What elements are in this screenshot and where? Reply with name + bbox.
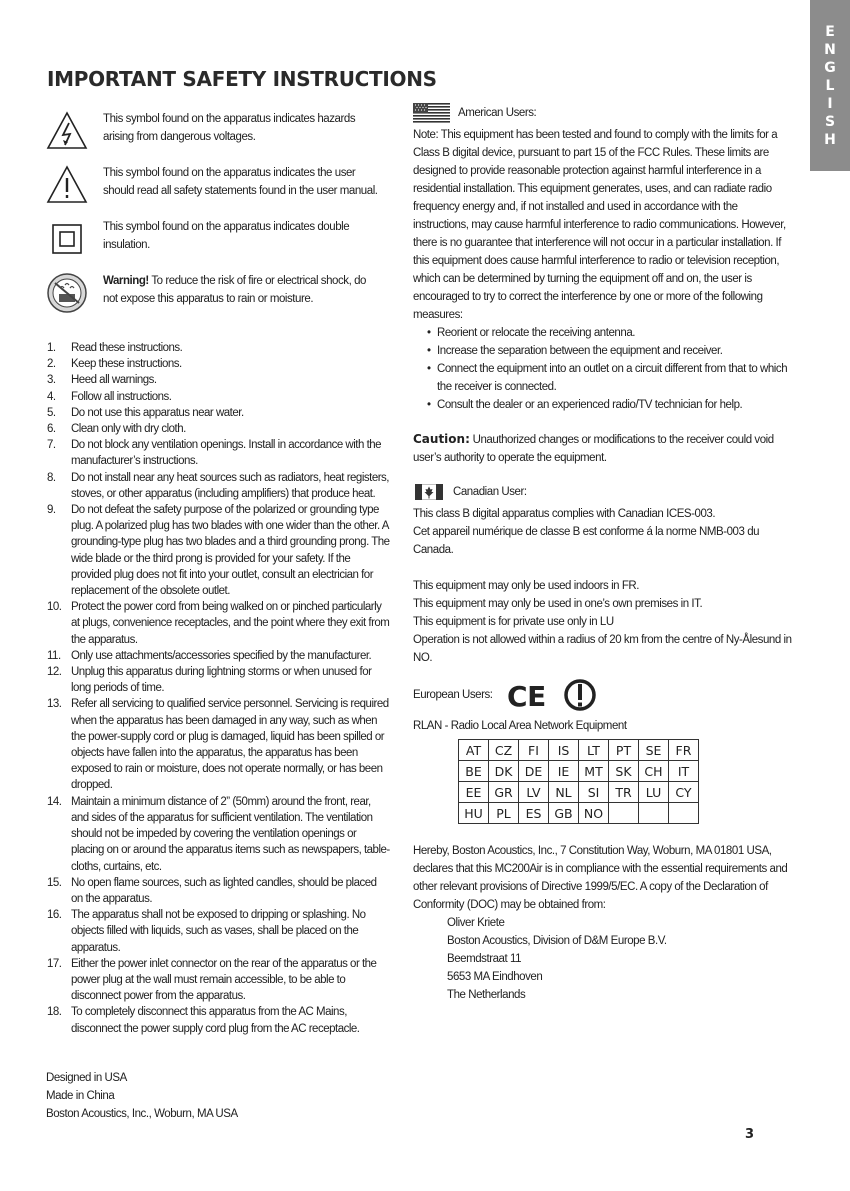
- item-text: Refer all servicing to qualified service personnel. Servicing is required when the apparatus has been damaged in any way, such as when the power-supply cord or plug is damaged, liquid has been spilled or objects have fallen into the apparatus, the apparatus has been exposed to rain or moisture, does not operate normally, or has been dropped.: [71, 698, 389, 792]
- restriction-line: This equipment may only be used in one’s own premises in IT.: [413, 598, 703, 610]
- table-cell: NO: [579, 803, 609, 824]
- list-item: [46, 470, 391, 502]
- list-item: [46, 664, 391, 696]
- list-item: [46, 421, 391, 437]
- ce-mark-icon: [507, 680, 553, 710]
- canadian-user-label: Canadian User:: [453, 486, 527, 498]
- warning-row: [46, 272, 391, 326]
- table-cell: IE: [549, 761, 579, 782]
- list-item: [46, 356, 391, 372]
- item-number: 8.: [47, 471, 56, 484]
- us-flag-icon: [413, 103, 450, 123]
- table-cell: DK: [489, 761, 519, 782]
- footer: [46, 1069, 238, 1123]
- restriction-line: This equipment is for private use only in LU: [413, 616, 614, 628]
- tab-letter: I: [827, 95, 833, 112]
- restriction-line: This equipment may only be used indoors in FR.: [413, 580, 640, 592]
- item-number: 15.: [47, 876, 62, 889]
- country-code-table: [458, 739, 699, 824]
- country-restrictions: [413, 577, 793, 667]
- table-cell: ES: [519, 803, 549, 824]
- lightning-triangle-icon: [46, 110, 88, 152]
- item-number: 11.: [47, 649, 61, 662]
- list-item: [46, 1004, 391, 1036]
- table-cell: GR: [489, 782, 519, 803]
- right-column: [413, 100, 793, 1004]
- item-text: Do not install near any heat sources such as radiators, heat registers, stoves, or other apparatus (including amplifiers) that produce heat.: [71, 471, 389, 500]
- table-cell: LT: [579, 740, 609, 761]
- list-item: [46, 405, 391, 421]
- item-number: 7.: [47, 439, 56, 452]
- european-users-label: European Users:: [413, 689, 493, 701]
- list-item: [46, 340, 391, 356]
- table-row: [459, 803, 699, 824]
- table-cell: DE: [519, 761, 549, 782]
- table-cell: FR: [669, 740, 699, 761]
- table-cell: NL: [549, 782, 579, 803]
- warning-message: To reduce the risk of fire or electrical shock, do not expose this apparatus to rain or moisture.: [103, 275, 366, 305]
- address-line: Boston Acoustics, Division of D&M Europe B.V.: [447, 935, 667, 947]
- item-number: 10.: [47, 601, 62, 614]
- exclamation-triangle-icon: [46, 164, 88, 206]
- list-item: [46, 696, 391, 793]
- american-users-label: American Users:: [458, 107, 537, 119]
- item-text: Do not defeat the safety purpose of the polarized or grounding type plug. A polarized plug has two blades with one wider than the other. A grounding-type plug has two blades and a third grounding prong. The wide blade or the third prong is provided for your safety. If the provided plug does not fit into your outlet, consult an electrician for replacement of the obsolete outlet.: [71, 504, 390, 598]
- table-cell: MT: [579, 761, 609, 782]
- table-cell: LU: [639, 782, 669, 803]
- list-item: • Increase the separation between the equipment and receiver.: [427, 342, 793, 360]
- double-insulation-icon: [46, 218, 88, 260]
- list-item: • Connect the equipment into an outlet on a circuit different from that to which the receiver is connected.: [427, 360, 793, 396]
- left-column: [46, 110, 391, 1037]
- address-line: 5653 MA Eindhoven: [447, 971, 543, 983]
- item-text: Protect the power cord from being walked on or pinched particularly at plugs, convenience receptacles, and the point where they exit from the apparatus.: [71, 601, 390, 646]
- address-line: The Netherlands: [447, 989, 526, 1001]
- footer-line: Made in China: [46, 1090, 115, 1102]
- safety-instructions-list: [46, 340, 391, 1037]
- table-cell: [669, 803, 699, 824]
- symbol-description: This symbol found on the apparatus indicates hazards arising from dangerous voltages.: [103, 113, 356, 143]
- table-row: [459, 740, 699, 761]
- symbol-row: [46, 110, 391, 164]
- canadian-user-heading: [413, 479, 793, 505]
- item-number: 13.: [47, 698, 62, 711]
- page-title: IMPORTANT SAFETY INSTRUCTIONS: [47, 67, 437, 91]
- item-text: Clean only with dry cloth.: [71, 423, 186, 436]
- list-item: [46, 794, 391, 875]
- canadian-compliance-en: This class B digital apparatus complies with Canadian ICES-003.: [413, 508, 716, 520]
- alert-class-icon: [563, 678, 597, 712]
- caution-text: Unauthorized changes or modifications to the receiver could void user’s authority to operate the equipment.: [413, 434, 774, 464]
- symbol-description: This symbol found on the apparatus indicates the user should read all safety statements found in the user manual.: [103, 167, 378, 197]
- table-cell: GB: [549, 803, 579, 824]
- table-cell: CY: [669, 782, 699, 803]
- table-cell: CH: [639, 761, 669, 782]
- item-number: 6.: [47, 423, 56, 436]
- item-text: Maintain a minimum distance of 2” (50mm) around the front, rear, and sides of the apparatus for sufficient ventilation. The ventilation should not be impeded by covering the ventilation openings or placing on or around the apparatus items such as newspapers, table-cloths, curtains, etc.: [71, 795, 390, 873]
- canadian-compliance-fr: Cet appareil numérique de classe B est conforme á la norme NMB-003 du Canada.: [413, 526, 760, 556]
- no-water-icon: [46, 272, 88, 314]
- list-item: [46, 875, 391, 907]
- table-cell: EE: [459, 782, 489, 803]
- item-number: 2.: [47, 358, 56, 371]
- tab-letter: L: [825, 77, 835, 94]
- list-item: [46, 956, 391, 1005]
- item-number: 16.: [47, 909, 62, 922]
- item-text: Read these instructions.: [71, 342, 183, 354]
- european-users-row: [413, 677, 793, 713]
- tab-letter: H: [824, 131, 836, 148]
- table-cell: PL: [489, 803, 519, 824]
- table-cell: LV: [519, 782, 549, 803]
- interference-measures-list: [413, 324, 793, 414]
- footer-line: Boston Acoustics, Inc., Woburn, MA USA: [46, 1108, 238, 1120]
- list-item: [46, 648, 391, 664]
- table-cell: TR: [609, 782, 639, 803]
- item-text: Follow all instructions.: [71, 390, 172, 403]
- table-row: [459, 761, 699, 782]
- list-item: [46, 599, 391, 648]
- table-cell: BE: [459, 761, 489, 782]
- table-row: [459, 782, 699, 803]
- list-item: [46, 372, 391, 388]
- item-number: 1.: [47, 342, 56, 354]
- item-text: Heed all warnings.: [71, 374, 157, 387]
- table-cell: SE: [639, 740, 669, 761]
- rlan-heading: RLAN - Radio Local Area Network Equipment: [413, 720, 627, 732]
- warning-text: [103, 272, 383, 308]
- list-item: [46, 437, 391, 469]
- american-users-heading: [413, 100, 793, 126]
- item-number: 9.: [47, 504, 56, 517]
- contact-address: [413, 914, 793, 1004]
- caution-paragraph: [413, 430, 793, 467]
- tab-letter: N: [824, 41, 836, 58]
- item-number: 17.: [47, 957, 62, 970]
- item-text: Do not block any ventilation openings. Install in accordance with the manufacturer’s instructions.: [71, 439, 382, 468]
- list-item: • Consult the dealer or an experienced radio/TV technician for help.: [427, 396, 793, 414]
- fcc-note: Note: This equipment has been tested and found to comply with the limits for a Class B digital device, pursuant to part 15 of the FCC Rules. These limits are designed to provide reasonable protection against harmful interference in a residential installation. This equipment generates, uses, and can radiate radio frequency energy and, if not installed and used in accordance with the instructions, may cause harmful interference to radio communications. However, there is no guarantee that interference will not occur in a particular installation. If this equipment does cause harmful interference to radio or television reception, which can be determined by turning the equipment off and on, the user is encouraged to try to correct the interference by one or more of the following measures:: [413, 129, 786, 321]
- page-number: 3: [745, 1127, 755, 1142]
- symbol-description: This symbol found on the apparatus indicates double insulation.: [103, 221, 350, 251]
- table-cell: FI: [519, 740, 549, 761]
- table-cell: [639, 803, 669, 824]
- declaration-paragraph: Hereby, Boston Acoustics, Inc., 7 Constitution Way, Woburn, MA 01801 USA, declares that this MC200Air is in compliance with the essential requirements and other relevant provisions of Directive 1999/5/EC. A copy of the Declaration of Conformity (DOC) may be obtained from:: [413, 845, 788, 911]
- footer-line: Designed in USA: [46, 1072, 127, 1084]
- table-cell: [609, 803, 639, 824]
- item-number: 3.: [47, 374, 56, 387]
- table-cell: SK: [609, 761, 639, 782]
- symbol-row: [46, 218, 391, 272]
- table-cell: IT: [669, 761, 699, 782]
- address-line: Oliver Kriete: [447, 917, 505, 929]
- address-line: Beemdstraat 11: [447, 953, 522, 965]
- svg-text:CE: CE: [506, 680, 546, 710]
- list-item: [46, 502, 391, 599]
- item-number: 4.: [47, 390, 56, 403]
- caution-label: Caution:: [413, 432, 470, 446]
- list-item: [46, 389, 391, 405]
- table-cell: PT: [609, 740, 639, 761]
- item-text: To completely disconnect this apparatus from the AC Mains, disconnect the power supply cord plug from the AC receptacle.: [71, 1006, 360, 1035]
- table-cell: CZ: [489, 740, 519, 761]
- tab-letter: E: [825, 23, 835, 40]
- list-item: • Reorient or relocate the receiving antenna.: [427, 324, 793, 342]
- item-text: No open flame sources, such as lighted candles, should be placed on the apparatus.: [71, 876, 377, 905]
- table-cell: SI: [579, 782, 609, 803]
- table-cell: IS: [549, 740, 579, 761]
- restriction-line: Operation is not allowed within a radius of 20 km from the centre of Ny-Ålesund in NO.: [413, 634, 792, 664]
- tab-letter: S: [824, 113, 836, 130]
- item-text: The apparatus shall not be exposed to dripping or splashing. No objects filled with liquids, such as vases, shall be placed on the apparatus.: [71, 909, 366, 954]
- warning-label: Warning!: [103, 275, 149, 287]
- symbol-row: [46, 164, 391, 218]
- item-text: Keep these instructions.: [71, 358, 182, 371]
- item-number: 5.: [47, 406, 56, 419]
- canada-flag-icon: [415, 484, 443, 500]
- tab-letter: G: [824, 59, 836, 76]
- item-text: Either the power inlet connector on the rear of the apparatus or the power plug at the wall must remain accessible, to be able to disconnect power from the apparatus.: [71, 957, 377, 1003]
- item-number: 14.: [47, 795, 62, 808]
- item-number: 18.: [47, 1006, 62, 1019]
- item-number: 12.: [47, 666, 62, 679]
- item-text: Unplug this apparatus during lightning storms or when unused for long periods of time.: [71, 666, 372, 695]
- item-text: Only use attachments/accessories specified by the manufacturer.: [71, 649, 372, 662]
- language-tab: [810, 0, 850, 171]
- list-item: [46, 907, 391, 956]
- table-cell: AT: [459, 740, 489, 761]
- item-text: Do not use this apparatus near water.: [71, 406, 244, 419]
- table-cell: HU: [459, 803, 489, 824]
